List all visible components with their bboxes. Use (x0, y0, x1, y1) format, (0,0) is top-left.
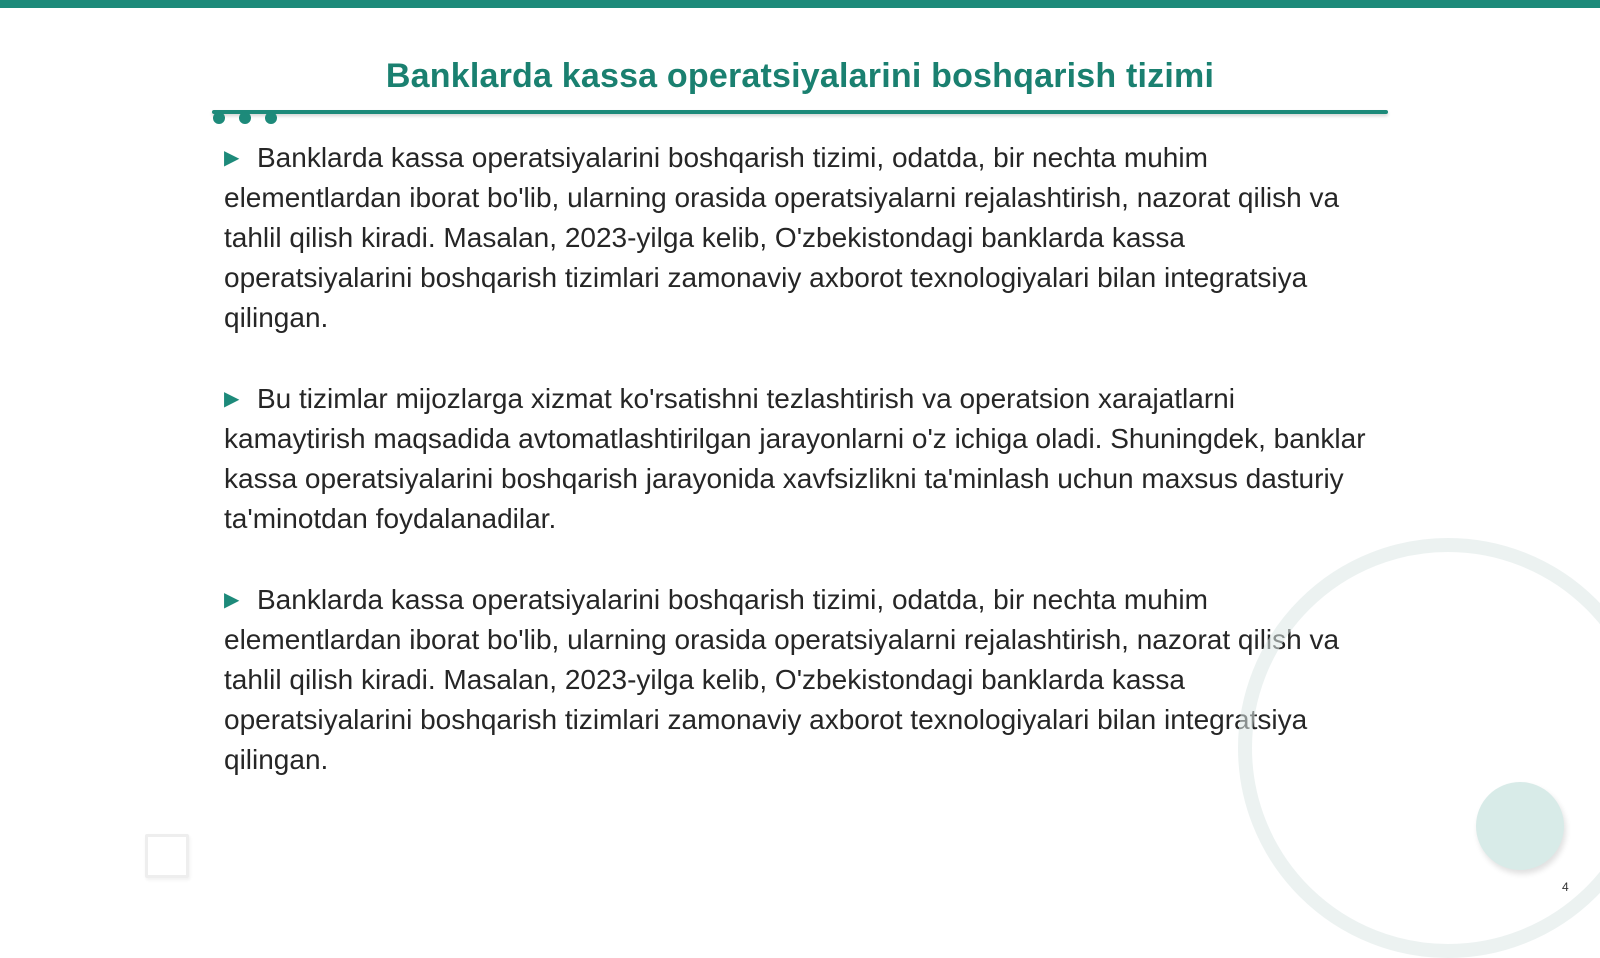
decorative-dot (213, 112, 225, 124)
triangle-bullet-icon: ▶ (224, 147, 240, 169)
paragraph-text: Bu tizimlar mijozlarga xizmat ko'rsatishni tezlashtirish va operatsion xarajatlarni kamaytirish maqsadida avtomatlashtirilgan jarayonlarni o'z ichiga oladi. Shuningdek, banklar kassa operatsiyalarini boshqarish jarayonida xavfsizlikni ta'minlash uchun maxsus dasturiy ta'minotdan foydalanadilar. (224, 383, 1366, 534)
paragraph-1 (224, 138, 1374, 338)
decorative-square (145, 834, 189, 878)
decorative-dot (239, 112, 251, 124)
page-number: 4 (1562, 880, 1569, 894)
top-accent-bar (0, 0, 1600, 8)
slide-title: Banklarda kassa operatsiyalarini boshqarish tizimi (385, 57, 1215, 95)
paragraph-text: Banklarda kassa operatsiyalarini boshqarish tizimi, odatda, bir nechta muhim elementlardan iborat bo'lib, ularning orasida operatsiyalarni rejalashtirish, nazorat qilish va tahlil qilish kiradi. Masalan, 2023-yilga kelib, O'zbekistondagi banklarda kassa operatsiyalarini boshqarish tizimlari zamonaviy axborot texnologiyalari bilan integratsiya qilingan. (224, 142, 1340, 333)
paragraph-text: Banklarda kassa operatsiyalarini boshqarish tizimi, odatda, bir nechta muhim elementlardan iborat bo'lib, ularning orasida operatsiyalarni rejalashtirish, nazorat qilish va tahlil qilish kiradi. Masalan, 2023-yilga kelib, O'zbekistondagi banklarda kassa operatsiyalarini boshqarish tizimlari zamonaviy axborot texnologiyalari bilan integratsiya qilingan. (224, 584, 1340, 775)
decorative-circle (1476, 782, 1564, 870)
triangle-bullet-icon: ▶ (224, 589, 240, 611)
paragraph-3 (224, 580, 1374, 780)
paragraph-2 (224, 379, 1374, 539)
triangle-bullet-icon: ▶ (224, 388, 240, 410)
title-underline (212, 110, 1388, 114)
slide-body (224, 138, 1374, 821)
decorative-dot (265, 112, 277, 124)
